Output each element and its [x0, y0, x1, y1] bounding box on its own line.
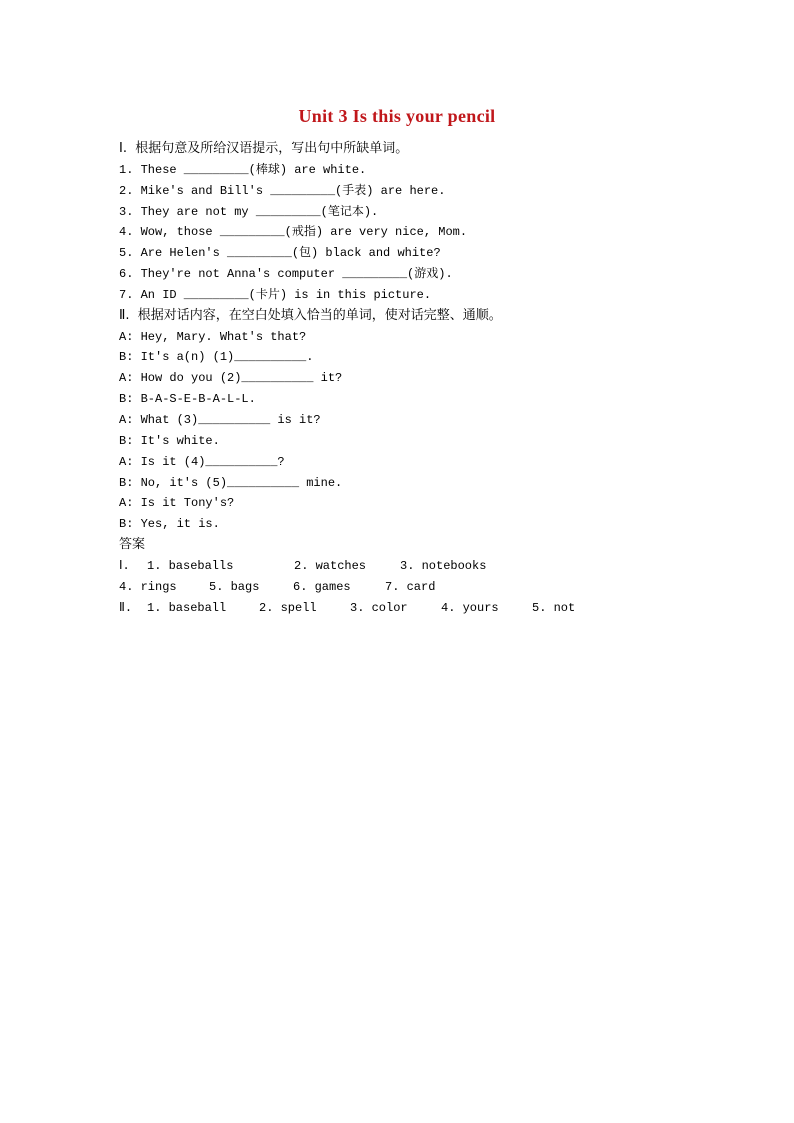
answer-1-6: 6. games [293, 579, 351, 594]
dialogue-line-10: B: Yes, it is. [119, 517, 220, 532]
answers-row-2 [119, 577, 759, 598]
answer-1-2: 2. watches [294, 558, 367, 573]
answers-title: 答案 [119, 537, 146, 553]
answer-2-1: 1. baseball [147, 600, 227, 615]
section-1-heading: Ⅰ. 根据句意及所给汉语提示，写出句中所缺单词。 [119, 141, 409, 156]
section-1-item-5: 5. Are Helen's _________(包) black and white? [119, 246, 441, 261]
dialogue-line-9: A: Is it Tony's? [119, 496, 235, 511]
dialogue-line-5: A: What (3)__________ is it? [119, 412, 321, 427]
dialogue-line-1: A: Hey, Mary. What's that? [119, 329, 307, 344]
answer-1-3: 3. notebooks [400, 558, 487, 573]
answer-2-3: 3. color [350, 600, 408, 615]
answer-1-4: 4. rings [119, 579, 177, 594]
answer-1-5: 5. bags [209, 579, 260, 594]
dialogue-line-7: A: Is it (4)__________? [119, 454, 285, 469]
dialogue-line-8: B: No, it's (5)__________ mine. [119, 475, 343, 490]
answer-1-1: 1. baseballs [147, 558, 234, 573]
worksheet-content [119, 139, 759, 618]
section-2-heading: Ⅱ. 根据对话内容，在空白处填入恰当的单词，使对话完整、通顺。 [119, 307, 502, 323]
answer-2-5: 5. not [532, 600, 576, 615]
answer-2-2: 2. spell [259, 600, 317, 615]
dialogue-line-2: B: It's a(n) (1)__________. [119, 350, 314, 365]
section-1-item-3: 3. They are not my _________(笔记本). [119, 204, 379, 219]
section-1-item-4: 4. Wow, those _________(戒指) are very nice, Mom. [119, 225, 468, 240]
dialogue-line-4: B: B-A-S-E-B-A-L-L. [119, 392, 256, 407]
answers-row-3 [119, 598, 759, 619]
answer-2-4: 4. yours [441, 600, 499, 615]
section-1-item-7: 7. An ID _________(卡片) is in this picture. [119, 287, 432, 302]
answers-row-1 [119, 556, 759, 577]
dialogue-line-3: A: How do you (2)__________ it? [119, 371, 343, 386]
answers-row-3-prefix: Ⅱ. [119, 600, 140, 615]
page-title: Unit 3 Is this your pencil [298, 106, 496, 126]
section-1-item-6: 6. They're not Anna's computer _________(游戏). [119, 267, 453, 282]
section-1-item-1: 1. These _________(棒球) are white. [119, 162, 367, 177]
dialogue-line-6: B: It's white. [119, 433, 220, 448]
answer-1-7: 7. card [385, 579, 436, 594]
answers-row-1-prefix: Ⅰ. [119, 558, 137, 573]
section-1-item-2: 2. Mike's and Bill's _________(手表) are here. [119, 183, 446, 198]
